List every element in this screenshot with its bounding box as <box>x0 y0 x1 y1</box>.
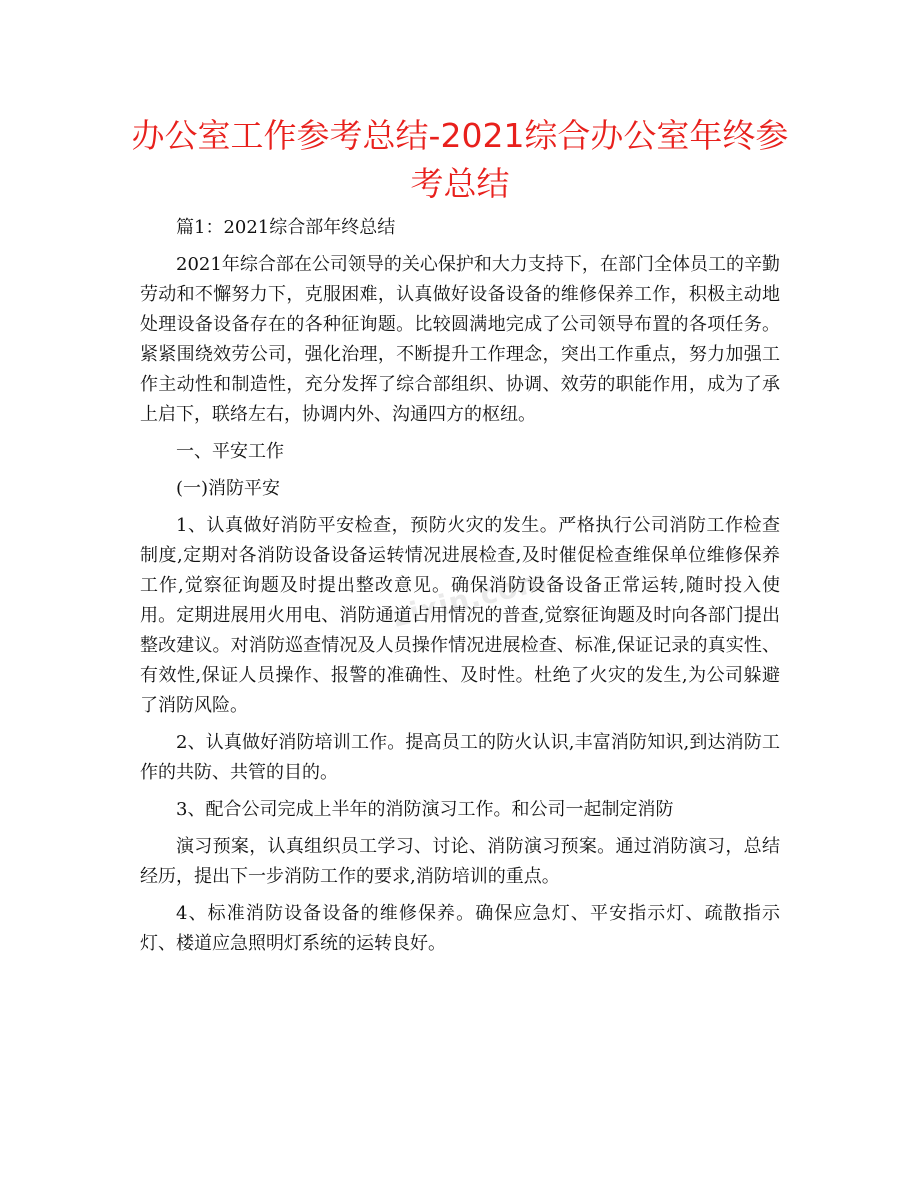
intro-paragraph: 2021年综合部在公司领导的关心保护和大力支持下，在部门全体员工的辛勤劳动和不懈努力下，克服困难，认真做好设备设备的维修保养工作，积极主动地处理设备设备存在的各种征询题。比较圆满地完成了公司领导布置的各项任务。紧紧围绕效劳公司，强化治理，不断提升工作理念，突出工作重点，努力加强工作主动性和制造性，充分发挥了综合部组织、协调、效劳的职能作用，成为了承上启下，联络左右，协调内外、沟通四方的枢纽。 <box>140 254 780 425</box>
list-item-3-continued: 演习预案，认真组织员工学习、讨论、消防演习预案。通过消防演习，总结经历，提出下一步消防工作的要求,消防培训的重点。 <box>140 836 780 887</box>
section-heading-safety: 一、平安工作 <box>176 441 284 462</box>
document-title: 办公室工作参考总结-2021综合办公室年终参考总结 <box>131 116 789 203</box>
list-item-2: 2、认真做好消防培训工作。提高员工的防火认识,丰富消防知识,到达消防工作的共防、共管的目的。 <box>140 732 780 783</box>
list-item-4: 4、标准消防设备设备的维修保养。确保应急灯、平安指示灯、疏散指示灯、楼道应急照明灯系统的运转良好。 <box>140 903 780 954</box>
list-item-3: 3、配合公司完成上半年的消防演习工作。和公司一起制定消防 <box>176 799 674 820</box>
watermark: zixin.com <box>389 563 551 634</box>
list-item-1: 1、认真做好消防平安检查，预防火灾的发生。严格执行公司消防工作检查制度,定期对各消防设备设备运转情况进展检查,及时催促检查维保单位维修保养工作,觉察征询题及时提出整改意见。确保消防设备设备正常运转,随时投入使用。定期进展用火用电、消防通道占用情况的普查,觉察征询题及时向各部门提出整改建议。对消防巡查情况及人员操作情况进展检查、标准,保证记录的真实性、有效性,保证人员操作、报警的准确性、及时性。杜绝了火灾的发生,为公司躲避了消防风险。 <box>140 515 780 716</box>
document-body <box>140 213 780 959</box>
subsection-heading-fire-safety: (一)消防平安 <box>176 478 281 499</box>
section-heading-part1: 篇1：2021综合部年终总结 <box>176 217 396 238</box>
